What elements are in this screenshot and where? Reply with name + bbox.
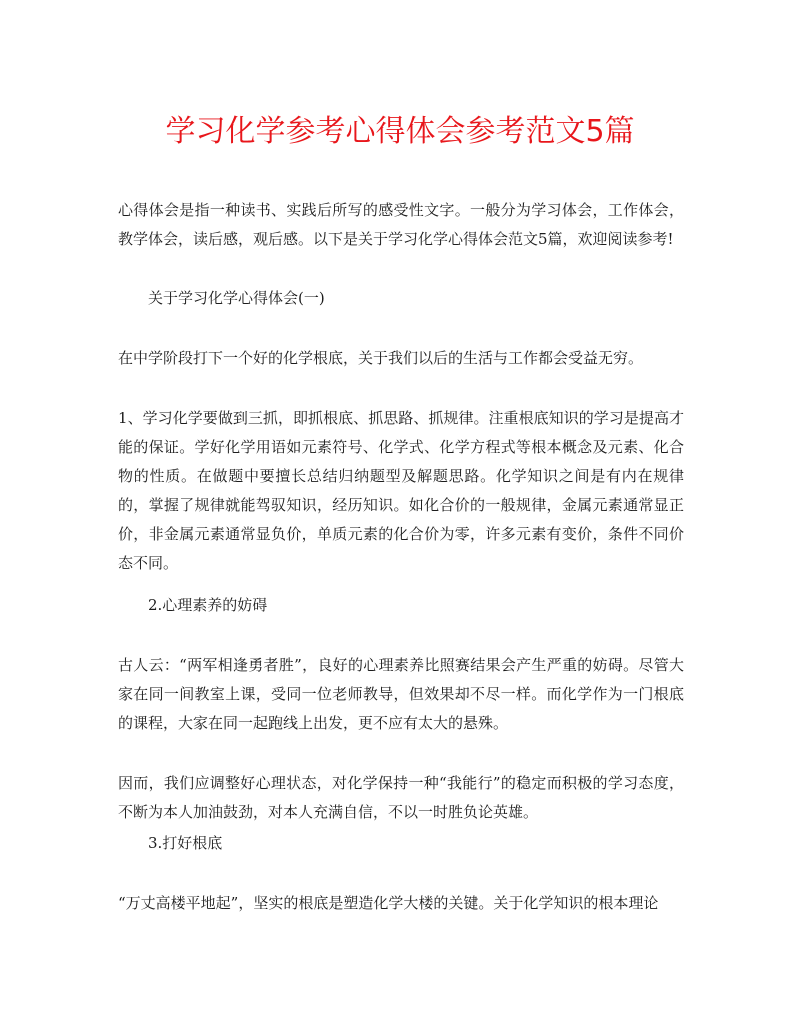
point-heading-2: 2.心理素养的妨碍	[148, 596, 268, 614]
paragraph-foundation: 在中学阶段打下一个好的化学根底，关于我们以后的生活与工作都会受益无穷。	[118, 349, 644, 367]
paragraph-basics: “万丈高楼平地起”，坚实的根底是塑造化学大楼的关键。关于化学知识的根本理论	[118, 894, 659, 912]
document-title: 学习化学参考心得体会参考范文5篇	[165, 114, 635, 149]
intro-paragraph: 心得体会是指一种读书、实践后所写的感受性文字。一般分为学习体会，工作体会，教学体会，读后感，观后感。以下是关于学习化学心得体会范文5篇，欢迎阅读参考!	[118, 201, 684, 248]
paragraph-attitude: 因而，我们应调整好心理状态，对化学保持一种“我能行”的稳定而积极的学习态度，不断为本人加油鼓劲，对本人充满自信，不以一时胜负论英雄。	[118, 774, 684, 821]
paragraph-three-grasps: 1、学习化学要做到三抓，即抓根底、抓思路、抓规律。注重根底知识的学习是提高才能的保证。学好化学用语如元素符号、化学式、化学方程式等根本概念及元素、化合物的性质。在做题中要擅长总结归纳题型及解题思路。化学知识之间是有内在规律的，掌握了规律就能驾驭知识，经历知识。如化合价的一般规律，金属元素通常显正价，非金属元素通常显负价，单质元素的化合价为零，许多元素有变价，条件不同价态不同。	[118, 409, 684, 572]
paragraph-psychology: 古人云：“两军相逢勇者胜”，良好的心理素养比照赛结果会产生严重的妨碍。尽管大家在同一间教室上课，受同一位老师教导，但效果却不尽一样。而化学作为一门根底的课程，大家在同一起跑线上出发，更不应有太大的悬殊。	[118, 656, 684, 732]
section-heading-1: 关于学习化学心得体会(一)	[148, 289, 325, 307]
point-heading-3: 3.打好根底	[148, 834, 223, 852]
